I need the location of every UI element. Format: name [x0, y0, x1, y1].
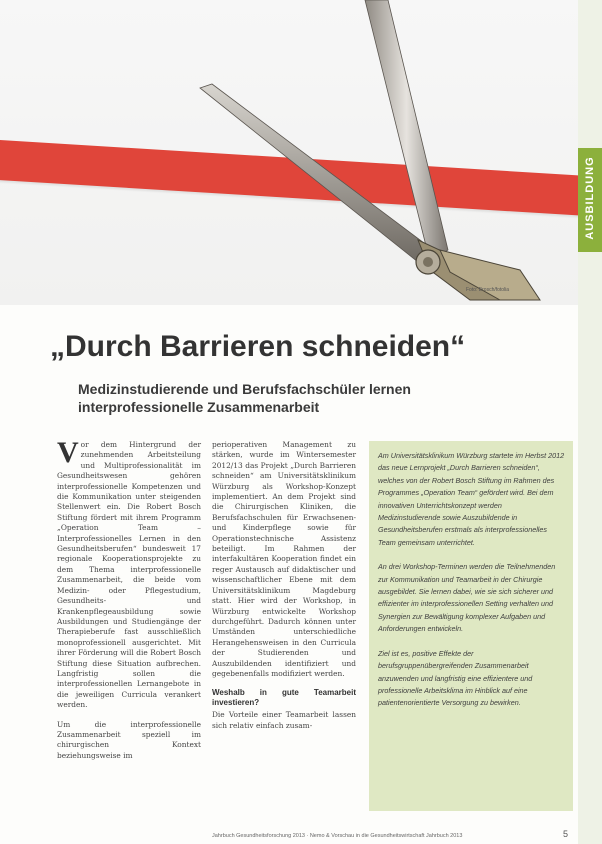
scissors-image	[0, 0, 578, 305]
article-title: „Durch Barrieren schneiden“	[50, 330, 466, 363]
column-paragraph: perioperativen Management zu stärken, wurde im Wintersemester 2012/13 das Projekt „Durch Barrieren schneiden“ am Universitätsklinikum Würzburg als Workshop-Konzept implementiert. An dem Projekt sind die Chirurgischen Kliniken, die Berufsfachschulen für Erwachsenen- und Kinderpflege sowie für Operationstechnische Assistenz beteiligt. Im Rahmen der interfakultären Kooperation findet ein reger Austausch auf didaktischer und wissenschaftlicher Ebene mit dem Universitätsklinikum Magdeburg statt. Hier wird der Workshop, in Würzburg entwickelte Workshop durchgeführt. Dadurch können unter Umständen unterschiedliche Herangehensweisen in den Curricula der Studierenden und Auszubildenden identifiziert und gegebenenfalls modifiziert werden.	[212, 440, 356, 678]
info-paragraph: Am Universitätsklinikum Würzburg startete im Herbst 2012 das neue Lernprojekt „Durch Barrieren schneiden“, welches von der Robert Bosch Stiftung im Rahmen des Programmes „Operation Team“ gefördert wird. Bei dem innovativen Unterrichtskonzept werden Medizinstudierende sowie Auszubildende in Gesundheitsberufen erstmals als interprofessionelles Team gemeinsam unterrichtet.	[378, 451, 565, 547]
section-tab	[578, 0, 602, 844]
article-subtitle: Medizinstudierende und Berufsfachschüler lernen interprofessionelle Zusammenarbeit	[78, 381, 411, 415]
column-paragraph: Um die interprofessionelle Zusammenarbeit speziell im chirurgischen Kontext beziehungsweise im	[57, 719, 201, 760]
page-footer: Jahrbuch Gesundheitsforschung 2013 · Nemo & Vorschau in die Gesundheitswirtschaft Jahrbuch 2013	[212, 833, 463, 839]
section-heading: Weshalb in gute Teamarbeit investieren?	[212, 688, 356, 708]
paragraph-text: or dem Hintergrund der zunehmenden Arbeitsteilung und Multiprofessionalität im Gesundheitswesen gehören interprofessionelle Kompetenzen und die Kommunikation unter steigenden Stellenwert ein. Die Robert Bosch Stiftung fördert mit ihrem Programm „Operation Team – Interprofessionelles Lernen in den Gesundheitsberufen“ bundesweit 17 regionale Kooperationsprojekte zu dem Thema interprofessionelle Zusammenarbeit, die beide vom Medizin- oder Pflegestudium, Gesundheits- und Krankenpflegeausbildung sowie Ausbildungen und Studiengänge der Therapieberufe fast ausschließlich monoprofessionell ausgerichtet. Mit ihrer Förderung will die Robert Bosch Stiftung diese Situation aufbrechen. Langfristig sollen die interprofessionellen Lernangebote in die jeweiligen Curricula verankert werden.	[57, 440, 201, 710]
column-paragraph	[57, 436, 201, 711]
info-box	[369, 441, 573, 811]
column-paragraph: Die Vorteile einer Teamarbeit lassen sich relativ einfach zusam-	[212, 710, 356, 730]
drop-cap: V	[57, 436, 79, 469]
section-tab-label: AUSBILDUNG	[584, 156, 596, 240]
text-column-2	[212, 440, 356, 740]
text-column-1	[57, 436, 201, 770]
header-photo	[0, 0, 578, 305]
photo-credit: Foto: Brosch/fotolia	[466, 287, 510, 293]
info-box-content	[369, 441, 573, 710]
info-paragraph: Ziel ist es, positive Effekte der berufsgruppenübergreifenden Zusammenarbeit anzuwenden und langfristig eine effizientere und professionelle Arbeitsklima im Hinblick auf eine patientenorientierte Versorgung zu bewirken.	[378, 648, 533, 708]
page-number: 5	[563, 829, 569, 839]
info-paragraph: An drei Workshop-Terminen werden die Teilnehmenden zur Kommunikation und Teamarbeit in der Chirurgie ausgebildet. Sie lernen dabei, wie sie sich sicherer und effizienter im interprofessionellen Setting verhalten und Synergien zur Bewältigung komplexer Aufgaben und Anforderungen entwickeln.	[378, 562, 556, 634]
